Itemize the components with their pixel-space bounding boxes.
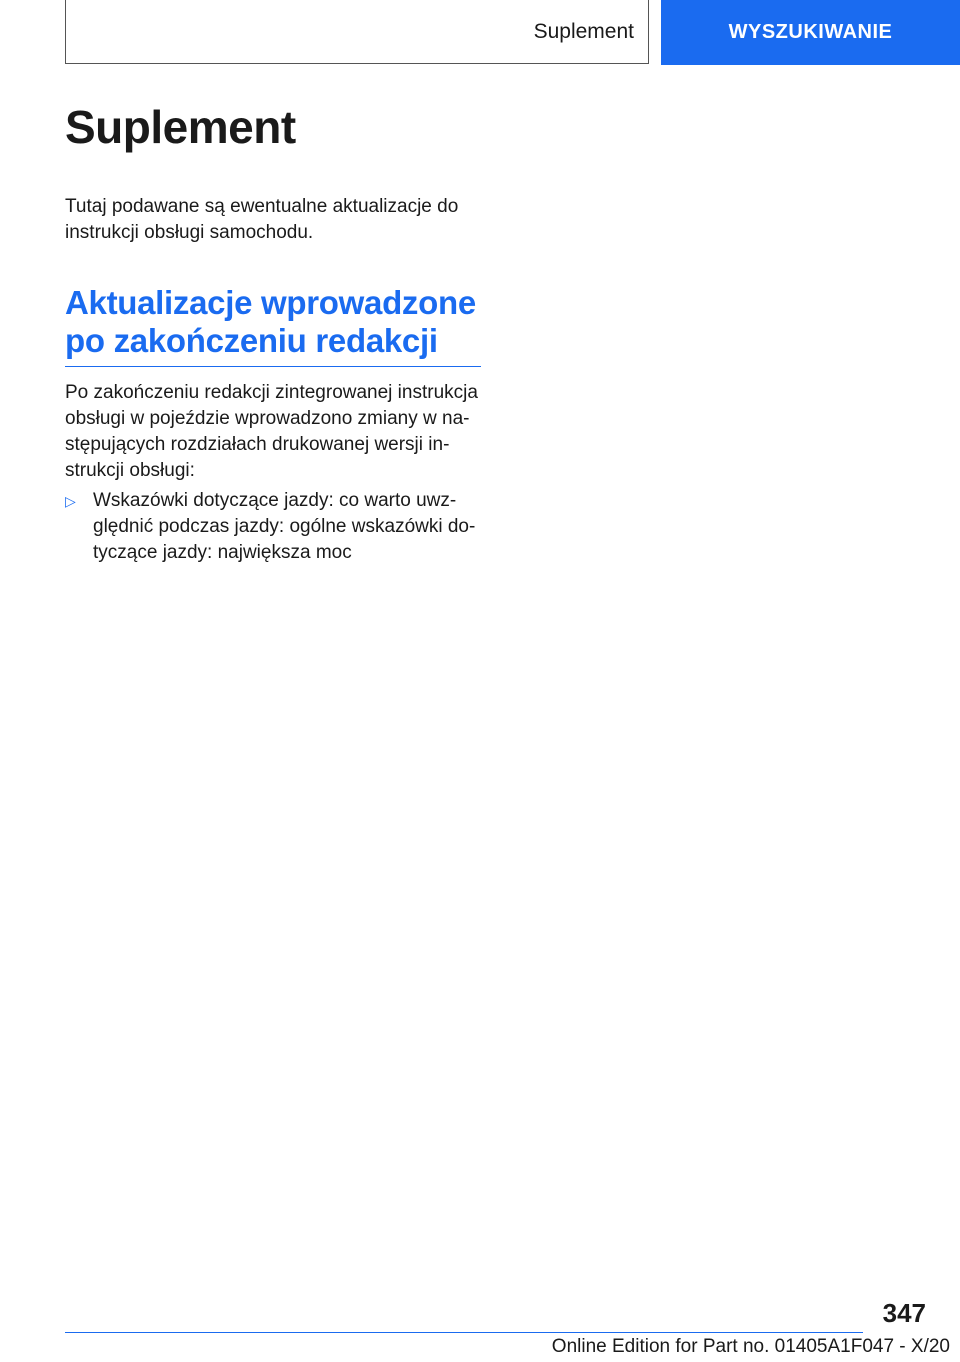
footer-edition-text: Online Edition for Part no. 01405A1F047 - X/20 [551,1336,950,1357]
page-title: Suplement [65,101,296,153]
section-heading-line: Aktualizacje wprowadzone [65,284,476,321]
body-line: Po zakończeniu redakcji zintegrowanej instrukcja [65,382,478,403]
section-heading-line: po zakończeniu redakcji [65,322,438,359]
list-item-line: ględnić podczas jazdy: ogólne wskazówki do- [93,516,476,537]
intro-paragraph [65,194,485,246]
page-number: 347 [882,1298,926,1328]
body-line: stępujących rozdziałach drukowanej wersji in- [65,434,450,455]
body-line: strukcji obsługi: [65,460,195,481]
intro-line: instrukcji obsługi samochodu. [65,222,314,243]
list-item [65,488,485,566]
header-section-tab [65,0,649,64]
search-button[interactable] [661,0,960,65]
section-heading [65,284,481,367]
list-item-line: tyczące jazdy: największa moc [93,542,352,563]
intro-line: Tutaj podawane są ewentualne aktualizacje do [65,196,459,217]
body-paragraph [65,380,485,484]
list-item-line: Wskazówki dotyczące jazdy: co warto uwz- [93,490,457,511]
body-line: obsługi w pojeździe wprowadzono zmiany w na- [65,408,470,429]
list-item-text [93,488,485,566]
triangle-bullet-icon: ▷ [65,493,76,509]
search-button-label: WYSZUKIWANIE [728,21,893,43]
header-section-label: Suplement [533,19,634,43]
footer-divider [65,1332,863,1333]
